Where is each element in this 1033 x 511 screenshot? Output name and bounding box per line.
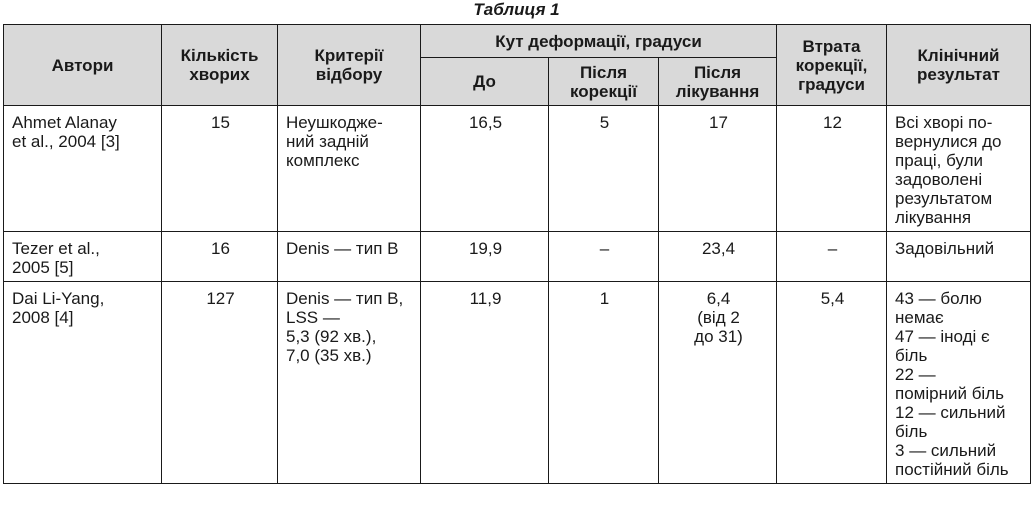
cell-correction-loss: 12 [777,106,887,232]
cell-criteria: Denis — тип B, LSS — 5,3 (92 хв.), 7,0 (35 хв.) [278,282,421,484]
cell-clinical-result: 43 — болю немає 47 — іноді є біль 22 — помірний біль 12 — сильний біль 3 — сильний постійний біль [887,282,1031,484]
cell-correction-loss: 5,4 [777,282,887,484]
header-row-1 [4,25,1031,58]
header-patients: Кількість хворих [162,25,278,106]
cell-authors: Tezer et al., 2005 [5] [4,232,162,282]
header-correction-loss: Втрата корекції, градуси [777,25,887,106]
table-caption: Таблиця 1 [473,0,560,19]
cell-after-correction: 5 [549,106,659,232]
table-row [4,232,1031,282]
data-table [3,24,1031,484]
header-authors: Автори [4,25,162,106]
cell-clinical-result: Всі хворі по- вернулися до праці, були задоволені результатом лікування [887,106,1031,232]
cell-after-treatment: 6,4 (від 2 до 31) [659,282,777,484]
cell-after-correction: 1 [549,282,659,484]
header-deformation-angle: Кут деформації, градуси [421,25,777,58]
cell-criteria: Неушкодже- ний задній комплекс [278,106,421,232]
header-after-correction: Після корекції [549,58,659,106]
cell-authors: Ahmet Alanay et al., 2004 [3] [4,106,162,232]
cell-patients: 16 [162,232,278,282]
cell-authors: Dai Li-Yang, 2008 [4] [4,282,162,484]
header-clinical-result: Клінічний результат [887,25,1031,106]
cell-after-treatment: 17 [659,106,777,232]
cell-after-treatment: 23,4 [659,232,777,282]
cell-correction-loss: – [777,232,887,282]
cell-patients: 127 [162,282,278,484]
table-row [4,282,1031,484]
cell-before: 19,9 [421,232,549,282]
header-before: До [421,58,549,106]
cell-clinical-result: Задовільний [887,232,1031,282]
table-row [4,106,1031,232]
header-criteria: Критерії відбору [278,25,421,106]
cell-before: 11,9 [421,282,549,484]
header-after-treatment: Після лікування [659,58,777,106]
cell-before: 16,5 [421,106,549,232]
cell-patients: 15 [162,106,278,232]
cell-criteria: Denis — тип B [278,232,421,282]
cell-after-correction: – [549,232,659,282]
